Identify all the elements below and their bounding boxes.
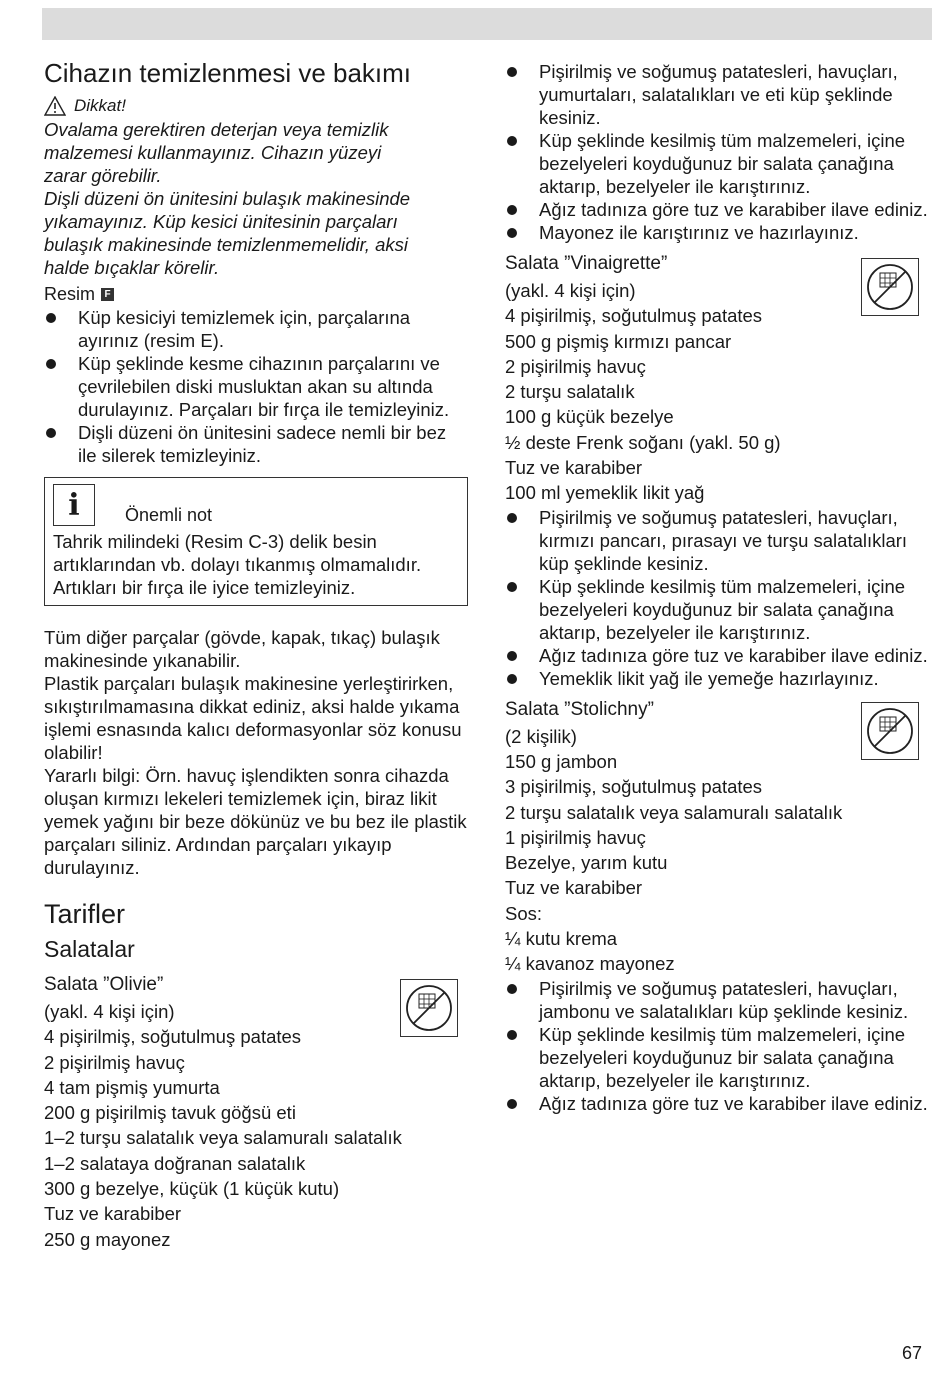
- ingredient: Tuz ve karabiber: [44, 1203, 182, 1225]
- ingredient: (2 kişilik): [505, 725, 577, 747]
- header-bar: [42, 8, 932, 40]
- ingredient: Sos:: [505, 902, 543, 924]
- recipe-title: Salata ”Stolichny”: [505, 698, 654, 720]
- page-number: 67: [901, 1343, 922, 1363]
- ingredient: 500 g pişmiş kırmızı pancar: [505, 330, 732, 352]
- ingredient: 100 g küçük bezelye: [505, 406, 674, 428]
- ingredient: 150 g jambon: [505, 750, 618, 772]
- recipe-stolichny: [505, 698, 935, 977]
- vinaigrette-steps: [505, 506, 935, 690]
- left-column: [44, 58, 468, 1252]
- list-item: Ağız tadınıza göre tuz ve karabiber ilave ediniz.: [505, 644, 935, 667]
- right-column: [505, 60, 935, 1115]
- list-item: Ağız tadınıza göre tuz ve karabiber ilave ediniz.: [505, 1092, 935, 1115]
- note-title: Önemli not: [125, 505, 213, 525]
- ingredient: 4 tam pişmiş yumurta: [44, 1076, 220, 1098]
- figure-label: Resim: [44, 284, 96, 304]
- stolichny-steps: [505, 977, 935, 1115]
- list-item: Mayonez ile karıştırınız ve hazırlayınız.: [505, 221, 935, 244]
- ingredient: Tuz ve karabiber: [505, 457, 643, 479]
- tip-text: Örn. havuç işlendikten sonra cihazda oluşan kırmızı lekeleri temizlemek için, biraz likit yemek yağını bir beze dökünüz ve bu bez ile plastik parçaları siliniz. Ardından parçaları yıkayıp durulayınız.: [44, 765, 467, 878]
- ingredient: 2 pişirilmiş havuç: [44, 1051, 185, 1073]
- ingredient: (yakl. 4 kişi için): [44, 1001, 175, 1022]
- list-item: Dişli düzeni ön ünitesini sadece nemli bir bez ile silerek temizleyiniz.: [44, 421, 468, 467]
- paragraph: Plastik parçaları bulaşık makinesine yerleştirirken, sıkıştırılmamasına dikkat ediniz, aksi halde yıkama işlemi esnasında kalıcı deformasyonlar söz konusu olabilir!: [44, 673, 462, 763]
- ingredient: ¼ kutu krema: [505, 928, 618, 950]
- recipe-title: Salata ”Olivie”: [44, 974, 164, 995]
- ingredient-list: [505, 724, 935, 977]
- ingredient: ¼ kavanoz mayonez: [505, 953, 675, 975]
- paragraph: Tüm diğer parçalar (gövde, kapak, tıkaç) bulaşık makinesinde yıkanabilir.: [44, 627, 440, 671]
- warning-label: Dikkat!: [74, 96, 126, 115]
- ingredient: 4 pişirilmiş, soğutulmuş patates: [505, 305, 763, 327]
- olivie-steps: [505, 60, 935, 244]
- list-item: Pişirilmiş ve soğumuş patatesleri, havuçları, jambonu ve salatalıkları küp şeklinde kesiniz.: [505, 977, 935, 1023]
- ingredient: 1–2 salataya doğranan salatalık: [44, 1152, 306, 1174]
- list-item: Küp şeklinde kesme cihazının parçalarını ve çevrilebilen diski musluktan akan su altında durulayınız. Parçaları bir fırça ile temizleyiniz.: [44, 352, 468, 421]
- ingredient: 1–2 turşu salatalık veya salamuralı salatalık: [44, 1127, 402, 1149]
- list-item: Küp şeklinde kesilmiş tüm malzemeleri, içine bezelyeleri koyduğunuz bir salata çanağına aktarıp, bezelyeler ile karıştırınız.: [505, 129, 935, 198]
- ingredient: ½ deste Frenk soğanı (yakl. 50 g): [505, 431, 781, 453]
- ingredient: 3 pişirilmiş, soğutulmuş patates: [505, 776, 763, 798]
- no-dishwasher-icon: [400, 979, 458, 1037]
- recipe-vinaigrette: [505, 252, 935, 506]
- important-note-box: [44, 477, 468, 606]
- ingredient: 2 turşu salatalık veya salamuralı salatalık: [505, 801, 843, 823]
- note-header: [53, 484, 459, 526]
- tip-label: Yararlı bilgi:: [44, 765, 141, 786]
- salads-title: Salatalar: [44, 936, 135, 962]
- warning-text: Ovalama gerektiren deterjan veya temizlik malzemesi kullanmayınız. Cihazın yüzeyi zarar görebilir. Dişli düzeni ön ünitesini bulaşık makinesinde yıkamayınız. Küp kesici ünitesinin parçaları bulaşık makinesinde temizlenmemelidir, aksi halde bıçaklar körelir.: [44, 119, 411, 278]
- ingredient: 4 pişirilmiş, soğutulmuş patates: [44, 1026, 302, 1048]
- cleaning-steps: [44, 306, 468, 467]
- recipes-title: Tarifler: [44, 899, 126, 929]
- list-item: Küp şeklinde kesilmiş tüm malzemeleri, içine bezelyeleri koyduğunuz bir salata çanağına aktarıp, bezelyeler ile karıştırınız.: [505, 1023, 935, 1092]
- warning-triangle-icon: [44, 96, 66, 116]
- list-item: Pişirilmiş ve soğumuş patatesleri, havuçları, yumurtaları, salatalıkları ve eti küp şeklinde kesiniz.: [505, 60, 935, 129]
- list-item: Küp kesiciyi temizlemek için, parçalarına ayırınız (resim E).: [44, 306, 468, 352]
- ingredient: 1 pişirilmiş havuç: [505, 826, 646, 848]
- figure-reference: [44, 283, 468, 306]
- cleaning-title: Cihazın temizlenmesi ve bakımı: [44, 58, 412, 88]
- ingredient: Bezelye, yarım kutu: [505, 852, 668, 874]
- list-item: Küp şeklinde kesilmiş tüm malzemeleri, içine bezelyeleri koyduğunuz bir salata çanağına aktarıp, bezelyeler ile karıştırınız.: [505, 575, 935, 644]
- ingredient: 2 pişirilmiş havuç: [505, 355, 646, 377]
- list-item: Ağız tadınıza göre tuz ve karabiber ilave ediniz.: [505, 198, 935, 221]
- ingredient: 200 g pişirilmiş tavuk göğsü eti: [44, 1102, 296, 1124]
- ingredient: 2 turşu salatalık: [505, 381, 635, 403]
- no-dishwasher-icon: [861, 702, 919, 760]
- ingredient: Tuz ve karabiber: [505, 877, 643, 899]
- ingredient: 300 g bezelye, küçük (1 küçük kutu): [44, 1178, 340, 1200]
- warning-heading: [44, 96, 468, 116]
- ingredient: (yakl. 4 kişi için): [505, 280, 636, 301]
- note-text: Tahrik milindeki (Resim C-3) delik besin artıklarından vb. dolayı tıkanmış olmamalıdır. Artıkları bir fırça ile iyice temizleyiniz.: [53, 531, 422, 598]
- info-icon: i: [53, 484, 95, 526]
- no-dishwasher-icon: [861, 258, 919, 316]
- list-item: Yemeklik likit yağ ile yemeğe hazırlayınız.: [505, 667, 935, 690]
- ingredient: 100 ml yemeklik likit yağ: [505, 482, 705, 504]
- recipe-olivie: [44, 973, 468, 1252]
- tip-paragraph: [44, 764, 468, 879]
- recipe-title: Salata ”Vinaigrette”: [505, 253, 668, 274]
- figure-letter-icon: F: [101, 288, 114, 301]
- list-item: Pişirilmiş ve soğumuş patatesleri, havuçları, kırmızı pancarı, pırasayı ve turşu salatalıkları küp şeklinde kesiniz.: [505, 506, 935, 575]
- ingredient: 250 g mayonez: [44, 1228, 171, 1250]
